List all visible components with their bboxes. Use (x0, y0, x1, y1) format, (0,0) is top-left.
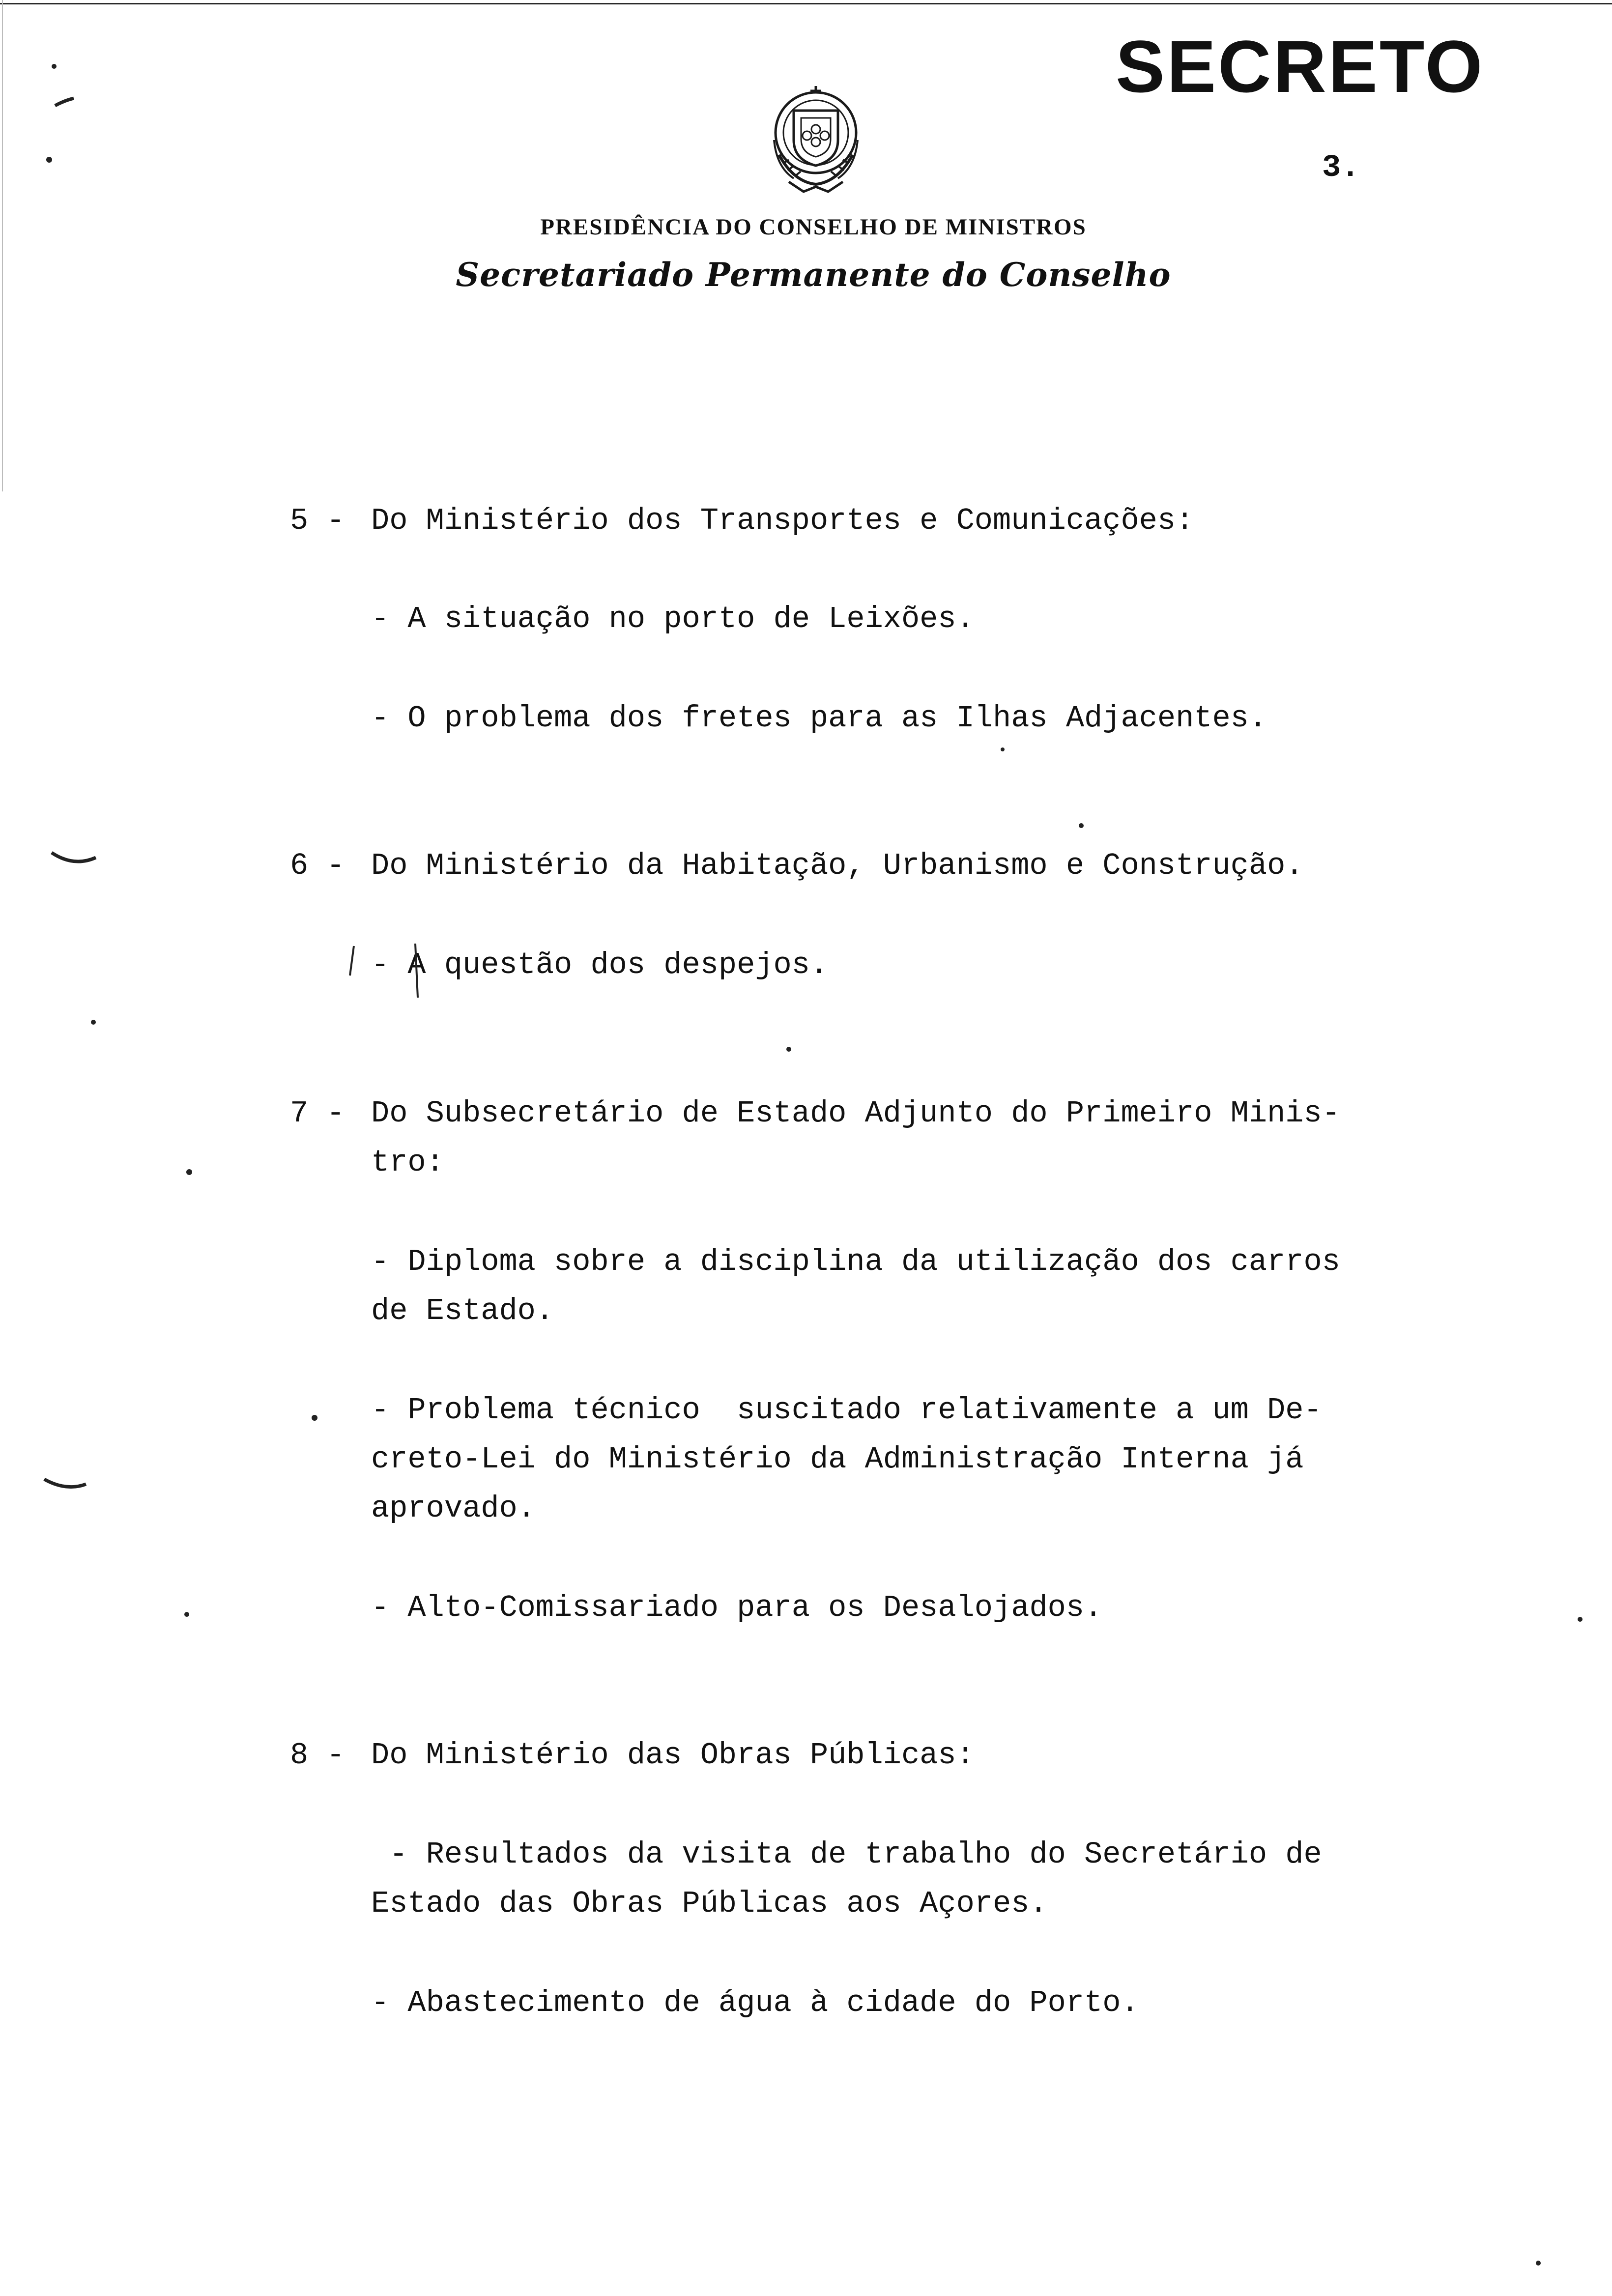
agenda-item-continuation: aprovado. (371, 1491, 536, 1526)
section-heading: Do Subsecretário de Estado Adjunto do Primeiro Minis- (371, 1096, 1340, 1131)
section-heading-continuation: tro: (371, 1145, 444, 1180)
section-heading: Do Ministério das Obras Públicas: (371, 1738, 975, 1773)
section-heading: Do Ministério da Habitação, Urbanismo e Construção. (371, 848, 1304, 883)
agenda-item: - Problema técnico suscitado relativamente a um De- (371, 1393, 1322, 1428)
department-name: Secretariado Permanente do Conselho (456, 256, 1171, 294)
page-number: 3. (1322, 150, 1360, 186)
agenda-item: - Alto-Comissariado para os Desalojados. (371, 1590, 1103, 1625)
agenda-item: - A questão dos despejos. (371, 947, 829, 982)
section-number: 6 - (290, 848, 345, 883)
agenda-item: - Abastecimento de água à cidade do Porto. (371, 1985, 1139, 2020)
agenda-item: - Resultados da visita de trabalho do Secretário de (371, 1837, 1322, 1872)
institution-name: PRESIDÊNCIA DO CONSELHO DE MINISTROS (540, 214, 1087, 240)
agenda-item: - A situação no porto de Leixões. (371, 602, 975, 636)
agenda-item-continuation: Estado das Obras Públicas aos Açores. (371, 1886, 1048, 1921)
agenda-item: - Diploma sobre a disciplina da utilização dos carros (371, 1244, 1340, 1279)
classification-stamp: SECRETO (1116, 25, 1485, 108)
section-number: 5 - (290, 503, 345, 538)
section-heading: Do Ministério dos Transportes e Comunicações: (371, 503, 1194, 538)
section-number: 8 - (290, 1738, 345, 1773)
agenda-item: - O problema dos fretes para as Ilhas Adjacentes. (371, 701, 1267, 736)
agenda-item-continuation: de Estado. (371, 1293, 554, 1328)
section-number: 7 - (290, 1096, 345, 1131)
agenda-item-continuation: creto-Lei do Ministério da Administração Interna já (371, 1442, 1304, 1477)
